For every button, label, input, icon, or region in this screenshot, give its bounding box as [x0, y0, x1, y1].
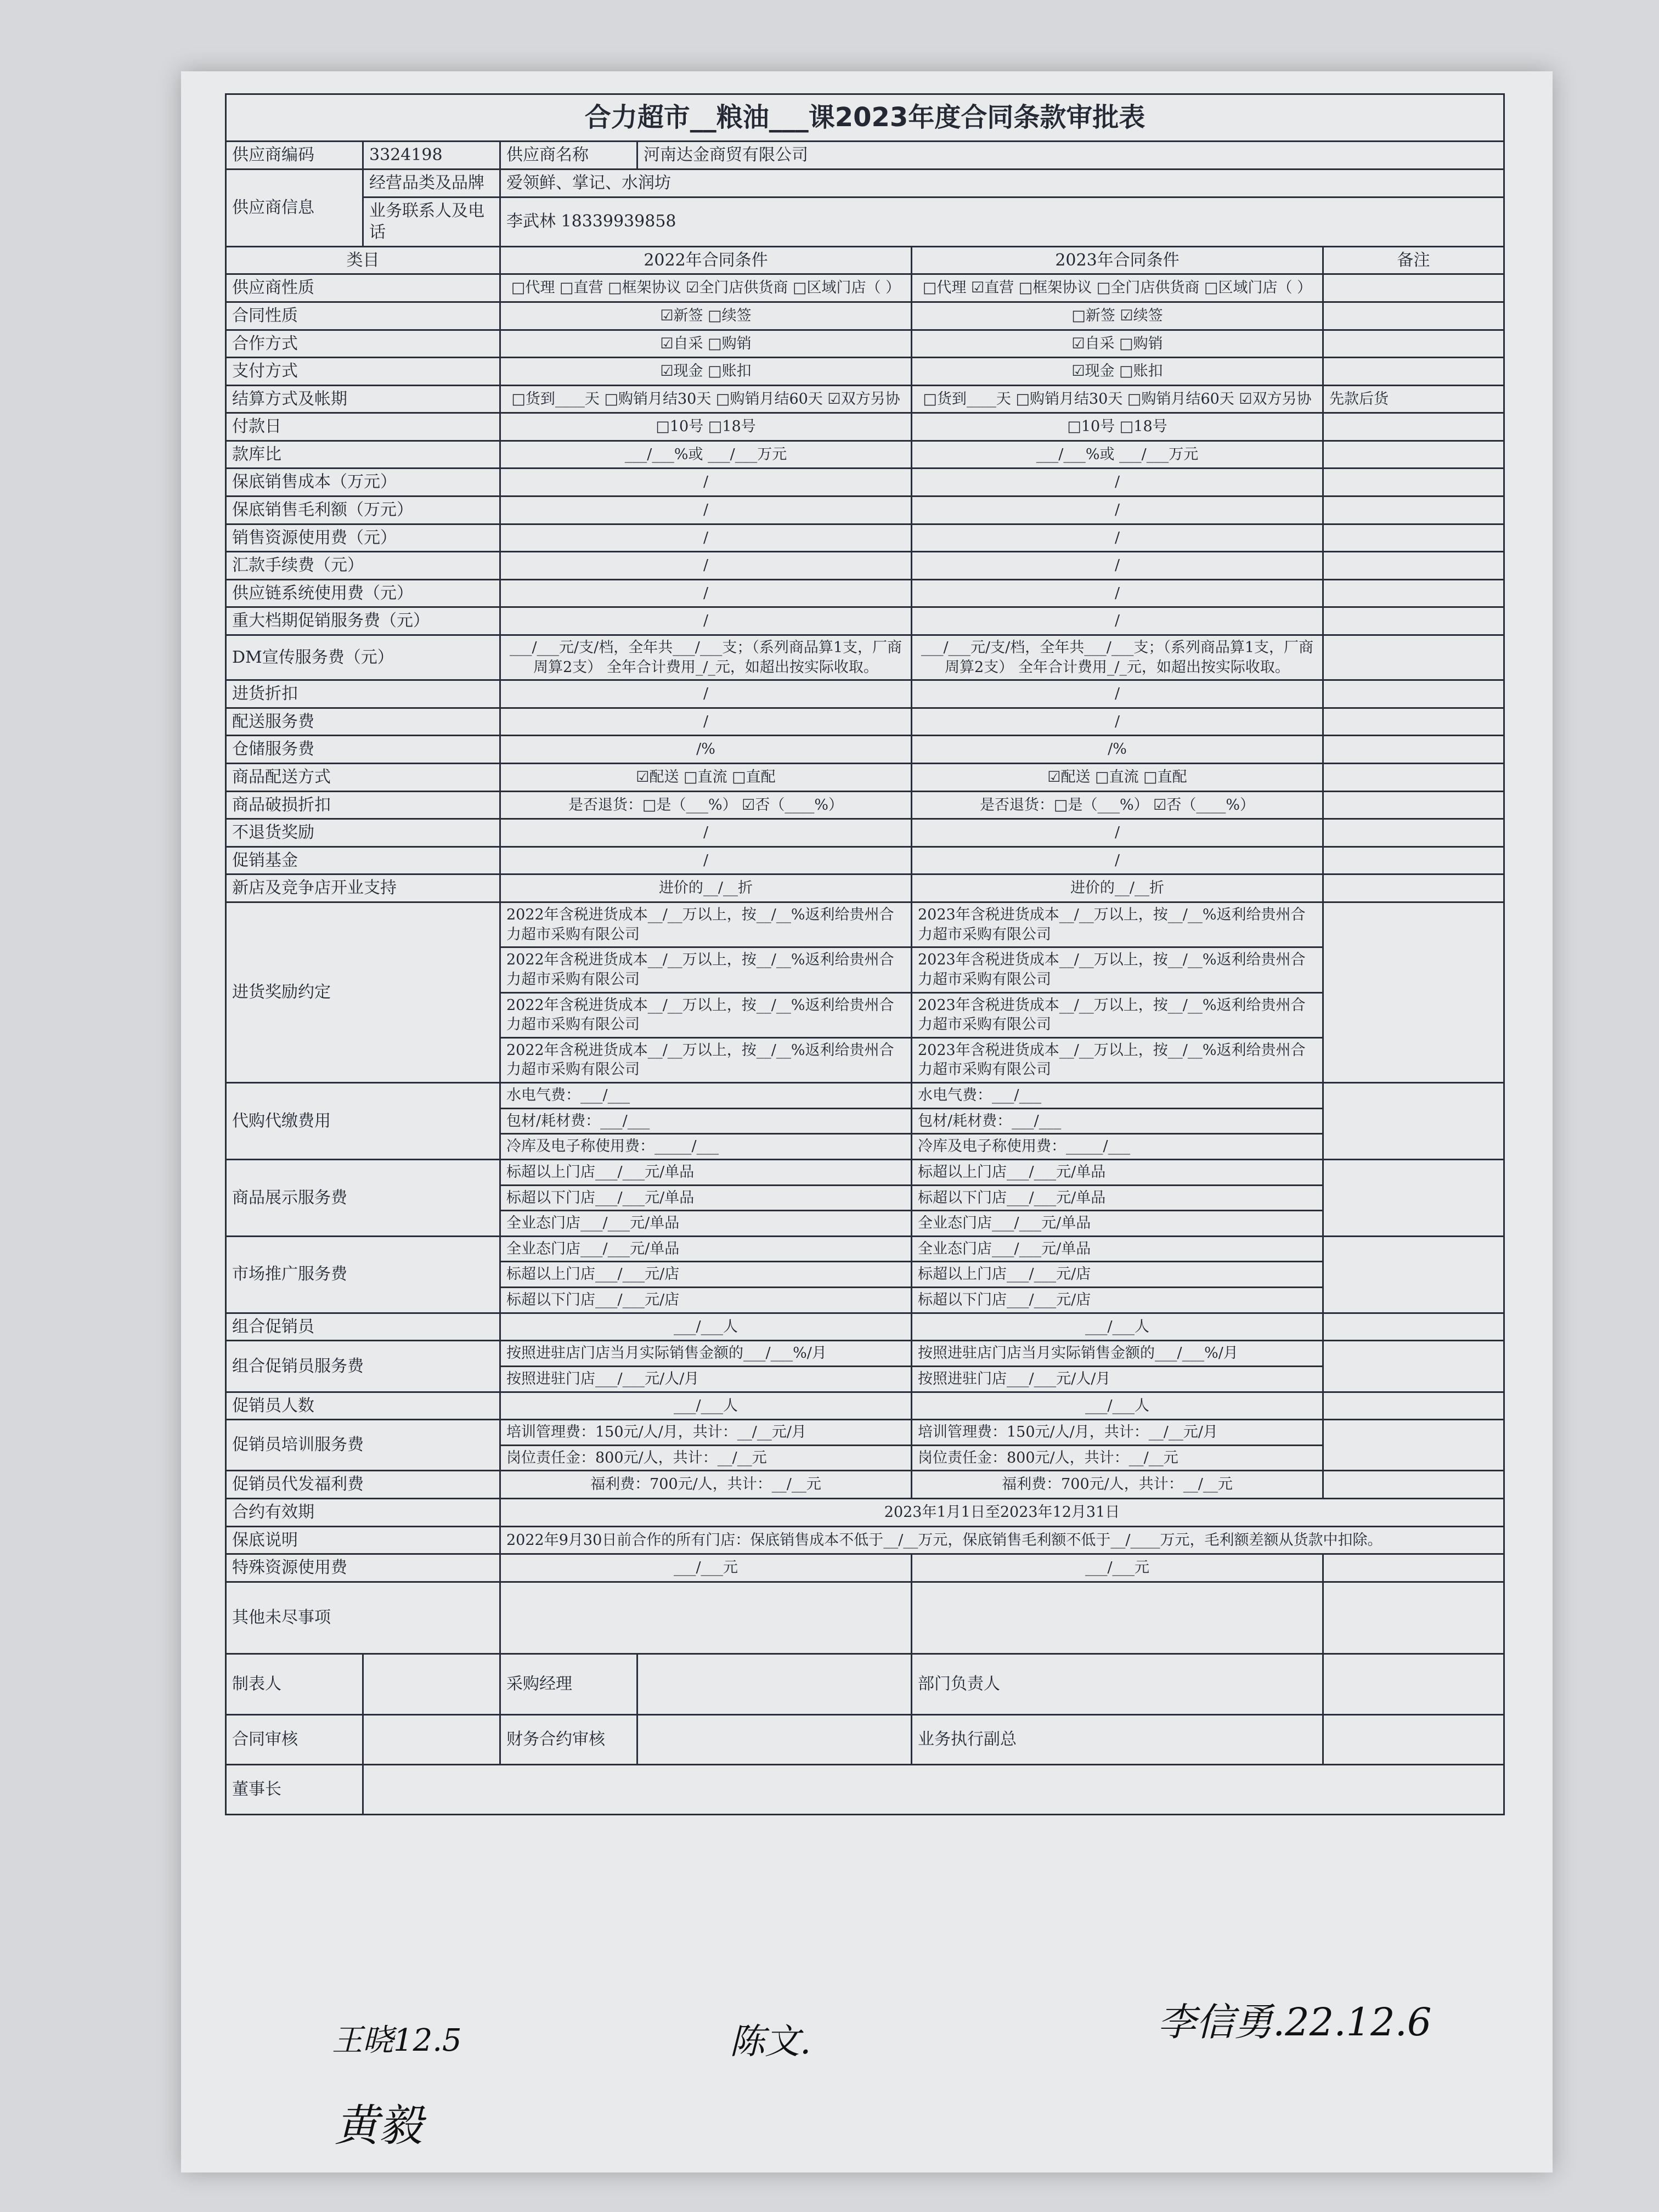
cell-2023: / — [912, 847, 1323, 874]
cell-2022: ___/___人 — [500, 1313, 912, 1341]
cell-2023: 岗位责任金：800元/人，共计：__/__元 — [912, 1445, 1323, 1471]
cell-2022: / — [500, 524, 912, 552]
row-label: 汇款手续费（元） — [226, 552, 500, 580]
table-row — [226, 302, 1504, 330]
validity-text: 2023年1月1日至2023年12月31日 — [500, 1498, 1504, 1526]
cell-2022: / — [500, 819, 912, 847]
cell-2022: □10号 □18号 — [500, 413, 912, 441]
table-row — [226, 274, 1504, 302]
reward-2023: 2023年含税进货成本__/__万以上，按__/__%返利给贵州合力超市采购有限公司 — [912, 1037, 1323, 1082]
table-row — [226, 1236, 1504, 1262]
reward-2022: 2022年含税进货成本__/__万以上，按__/__%返利给贵州合力超市采购有限公司 — [500, 1037, 912, 1082]
special-fee-label: 特殊资源使用费 — [226, 1554, 500, 1582]
cell-2022: 是否退货：□是（___%） ☑否（____%） — [500, 791, 912, 819]
cell-remark — [1323, 1341, 1504, 1392]
cell-2023: □新签 ☑续签 — [912, 302, 1323, 330]
finance-review-label: 财务合约审核 — [500, 1714, 637, 1764]
reward-2023: 2023年含税进货成本__/__万以上，按__/__%返利给贵州合力超市采购有限公司 — [912, 947, 1323, 992]
cell-2023: 水电气费：___/___ — [912, 1083, 1323, 1109]
row-label: 新店及竞争店开业支持 — [226, 874, 500, 902]
cell-2023: 进价的__/__折 — [912, 874, 1323, 902]
cell-remark — [1323, 607, 1504, 635]
maker-sign — [363, 1654, 500, 1714]
cell-2023: ☑配送 □直流 □直配 — [912, 764, 1323, 792]
cell-remark — [1323, 736, 1504, 764]
cell-2022: 进价的__/__折 — [500, 874, 912, 902]
cell-2022: / — [500, 847, 912, 874]
group-label: 商品展示服务费 — [226, 1159, 500, 1236]
table-row — [226, 496, 1504, 524]
category-header: 类目 — [226, 246, 500, 274]
cell-remark — [1323, 764, 1504, 792]
group-label: 市场推广服务费 — [226, 1236, 500, 1313]
table-row — [226, 1159, 1504, 1185]
cell-2022: 标超以上门店___/___元/店 — [500, 1262, 912, 1288]
row-label: 合作方式 — [226, 330, 500, 358]
row-label: 付款日 — [226, 413, 500, 441]
cell-remark — [1323, 579, 1504, 607]
row-label: 供应链系统使用费（元） — [226, 579, 500, 607]
row-label: 保底销售毛利额（万元） — [226, 496, 500, 524]
row-label: 进货折扣 — [226, 680, 500, 708]
table-row — [226, 413, 1504, 441]
group-label: 组合促销员服务费 — [226, 1341, 500, 1392]
cell-2022: ☑新签 □续签 — [500, 302, 912, 330]
table-row — [226, 847, 1504, 874]
row-label: DM宣传服务费（元） — [226, 635, 500, 680]
reward-2022: 2022年含税进货成本__/__万以上，按__/__%返利给贵州合力超市采购有限公司 — [500, 947, 912, 992]
cell-2022: 冷库及电子称使用费：_____/___ — [500, 1134, 912, 1160]
cell-2023: 冷库及电子称使用费：_____/___ — [912, 1134, 1323, 1160]
cell-2022: 培训管理费：150元/人/月，共计：__/__元/月 — [500, 1420, 912, 1446]
cell-remark — [1323, 874, 1504, 902]
cell-remark — [1323, 708, 1504, 736]
cell-remark — [1323, 274, 1504, 302]
table-row — [226, 579, 1504, 607]
row-label: 支付方式 — [226, 358, 500, 386]
purchase-manager-label: 采购经理 — [500, 1654, 637, 1714]
group-label: 代购代缴费用 — [226, 1083, 500, 1160]
cell-2023: / — [912, 680, 1323, 708]
cell-2023: ☑自采 □购销 — [912, 330, 1323, 358]
cell-2022: ☑自采 □购销 — [500, 330, 912, 358]
row-label: 配送服务费 — [226, 708, 500, 736]
cell-2023: / — [912, 524, 1323, 552]
cell-remark — [1323, 1236, 1504, 1313]
cell-remark — [1323, 358, 1504, 386]
cell-2022: 全业态门店___/___元/单品 — [500, 1211, 912, 1237]
table-row — [226, 607, 1504, 635]
table-row — [226, 736, 1504, 764]
cell-remark — [1323, 496, 1504, 524]
row-label: 商品破损折扣 — [226, 791, 500, 819]
cell-2023: / — [912, 579, 1323, 607]
cell-remark — [1323, 791, 1504, 819]
other-matters-label: 其他未尽事项 — [226, 1582, 500, 1654]
cell-2023: / — [912, 469, 1323, 496]
cell-remark — [1323, 1313, 1504, 1341]
cell-remark — [1323, 1554, 1504, 1582]
cell-2022: □代理 □直营 □框架协议 ☑全门店供货商 □区域门店（ ） — [500, 274, 912, 302]
table-row — [226, 819, 1504, 847]
cell-2023: 是否退货：□是（___%） ☑否（____%） — [912, 791, 1323, 819]
cell-remark — [1323, 1471, 1504, 1499]
reward-2022: 2022年含税进货成本__/__万以上，按__/__%返利给贵州合力超市采购有限公司 — [500, 992, 912, 1037]
supplier-code-label: 供应商编码 — [226, 142, 363, 170]
contact-value: 李武林 18339939858 — [500, 197, 1504, 246]
table-row — [226, 469, 1504, 496]
row-label: 促销员代发福利费 — [226, 1471, 500, 1499]
cell-remark — [1323, 1159, 1504, 1236]
cell-2023: / — [912, 552, 1323, 580]
cell-2022: / — [500, 496, 912, 524]
signature-dept-head: 李信勇.22.12.6 — [1158, 2000, 1432, 2045]
approval-form — [225, 93, 1503, 1815]
cell-remark — [1323, 1420, 1504, 1471]
cell-remark — [1323, 1083, 1504, 1160]
cell-2023: ___/___人 — [912, 1313, 1323, 1341]
cell-2022: 标超以下门店___/___元/店 — [500, 1288, 912, 1313]
row-label: 合同性质 — [226, 302, 500, 330]
cell-2022: / — [500, 579, 912, 607]
table-row — [226, 1392, 1504, 1420]
cell-2022: / — [500, 680, 912, 708]
cell-2023: □货到____天 □购销月结30天 □购销月结60天 ☑双方另协 — [912, 385, 1323, 413]
table-row — [226, 902, 1504, 947]
cell-2023: /% — [912, 736, 1323, 764]
header-2022: 2022年合同条件 — [500, 246, 912, 274]
paper-sheet — [181, 71, 1553, 2172]
cell-2022: 福利费：700元/人，共计：__/__元 — [500, 1471, 912, 1499]
cell-2023: 按照进驻店门店当月实际销售金额的___/___%/月 — [912, 1341, 1323, 1367]
cell-remark — [1323, 1582, 1504, 1654]
supplier-code: 3324198 — [363, 142, 500, 170]
cell-2022: 包材/耗材费：___/___ — [500, 1108, 912, 1134]
cell-2023: 按照进驻门店___/___元/人/月 — [912, 1366, 1323, 1392]
cell-2022: / — [500, 552, 912, 580]
cell-2022: / — [500, 469, 912, 496]
chairman-label: 董事长 — [226, 1764, 363, 1814]
contract-review-label: 合同审核 — [226, 1714, 363, 1764]
table-row — [226, 524, 1504, 552]
table-row — [226, 1420, 1504, 1446]
supplier-name: 河南达金商贸有限公司 — [637, 142, 1504, 170]
cell-2023: ___/___元/支/档，全年共___/___支；（系列商品算1支，厂商周算2支） 全年合计费用_/_元，如超出按实际收取。 — [912, 635, 1323, 680]
header-remark: 备注 — [1323, 246, 1504, 274]
finance-review-sign — [637, 1714, 912, 1764]
cell-2022: 按照进驻门店___/___元/人/月 — [500, 1366, 912, 1392]
other-2023 — [912, 1582, 1323, 1654]
row-label: 销售资源使用费（元） — [226, 524, 500, 552]
table-row — [226, 552, 1504, 580]
reward-label: 进货奖励约定 — [226, 902, 500, 1083]
row-label: 款库比 — [226, 441, 500, 469]
table-row — [226, 1471, 1504, 1499]
cell-2023: □10号 □18号 — [912, 413, 1323, 441]
brand-value: 爱领鲜、掌记、水润坊 — [500, 169, 1504, 197]
table-row — [226, 680, 1504, 708]
cell-2022: 全业态门店___/___元/单品 — [500, 1236, 912, 1262]
form-table — [225, 93, 1505, 1815]
cell-remark — [1323, 847, 1504, 874]
cell-remark — [1323, 441, 1504, 469]
cell-2023: 培训管理费：150元/人/月，共计：__/__元/月 — [912, 1420, 1323, 1446]
contact-label: 业务联系人及电话 — [363, 197, 500, 246]
cell-remark — [1323, 1392, 1504, 1420]
row-label: 供应商性质 — [226, 274, 500, 302]
purchase-manager-sign — [637, 1654, 912, 1714]
validity-label: 合约有效期 — [226, 1498, 500, 1526]
cell-2022: 水电气费：___/___ — [500, 1083, 912, 1109]
table-row — [226, 1341, 1504, 1367]
contract-review-sign — [363, 1714, 500, 1764]
cell-2022: 岗位责任金：800元/人，共计：__/__元 — [500, 1445, 912, 1471]
table-row — [226, 791, 1504, 819]
reward-2023: 2023年含税进货成本__/__万以上，按__/__%返利给贵州合力超市采购有限公司 — [912, 902, 1323, 947]
row-label: 不退货奖励 — [226, 819, 500, 847]
cell-remark — [1323, 302, 1504, 330]
vp-sign — [1323, 1714, 1504, 1764]
cell-2023: / — [912, 708, 1323, 736]
guarantee-label: 保底说明 — [226, 1526, 500, 1554]
cell-2023: 包材/耗材费：___/___ — [912, 1108, 1323, 1134]
cell-2022: /% — [500, 736, 912, 764]
form-title: 合力超市__粮油___课2023年度合同条款审批表 — [226, 94, 1504, 142]
reward-2023: 2023年含税进货成本__/__万以上，按__/__%返利给贵州合力超市采购有限公司 — [912, 992, 1323, 1037]
cell-2023: / — [912, 819, 1323, 847]
maker-label: 制表人 — [226, 1654, 363, 1714]
vp-label: 业务执行副总 — [912, 1714, 1323, 1764]
cell-2022: □货到____天 □购销月结30天 □购销月结60天 ☑双方另协 — [500, 385, 912, 413]
cell-2023: 福利费：700元/人，共计：__/__元 — [912, 1471, 1323, 1499]
row-label: 促销员人数 — [226, 1392, 500, 1420]
cell-2023: 标超以上门店___/___元/店 — [912, 1262, 1323, 1288]
row-label: 仓储服务费 — [226, 736, 500, 764]
cell-remark — [1323, 902, 1504, 1083]
table-row — [226, 330, 1504, 358]
cell-2022: / — [500, 607, 912, 635]
cell-2023: 全业态门店___/___元/单品 — [912, 1236, 1323, 1262]
cell-remark — [1323, 680, 1504, 708]
cell-2022: / — [500, 708, 912, 736]
cell-2022: 按照进驻店门店当月实际销售金额的___/___%/月 — [500, 1341, 912, 1367]
cell-2023: □代理 ☑直营 □框架协议 □全门店供货商 □区域门店（ ） — [912, 274, 1323, 302]
table-row — [226, 1313, 1504, 1341]
cell-remark: 先款后货 — [1323, 385, 1504, 413]
cell-2023: / — [912, 607, 1323, 635]
table-row — [226, 1083, 1504, 1109]
cell-2022: ☑配送 □直流 □直配 — [500, 764, 912, 792]
brand-label: 经营品类及品牌 — [363, 169, 500, 197]
cell-2022: ___/___%或 ___/___万元 — [500, 441, 912, 469]
signature-contract-review: 黄毅 — [335, 2100, 422, 2151]
group-label: 促销员培训服务费 — [226, 1420, 500, 1471]
table-row — [226, 358, 1504, 386]
cell-2022: 标超以下门店___/___元/单品 — [500, 1185, 912, 1211]
cell-2022: ___/___元/支/档，全年共___/___支；（系列商品算1支，厂商周算2支） 全年合计费用_/_元，如超出按实际收取。 — [500, 635, 912, 680]
cell-2023: 标超以下门店___/___元/店 — [912, 1288, 1323, 1313]
header-2023: 2023年合同条件 — [912, 246, 1323, 274]
reward-2022: 2022年含税进货成本__/__万以上，按__/__%返利给贵州合力超市采购有限公司 — [500, 902, 912, 947]
table-row — [226, 764, 1504, 792]
cell-2023: 标超以上门店___/___元/单品 — [912, 1159, 1323, 1185]
cell-2023: ___/___人 — [912, 1392, 1323, 1420]
cell-remark — [1323, 413, 1504, 441]
table-row — [226, 708, 1504, 736]
row-label: 保底销售成本（万元） — [226, 469, 500, 496]
cell-2022: ___/___人 — [500, 1392, 912, 1420]
cell-2023: ☑现金 □账扣 — [912, 358, 1323, 386]
chairman-sign — [363, 1764, 1504, 1814]
cell-remark — [1323, 469, 1504, 496]
supplier-name-label: 供应商名称 — [500, 142, 637, 170]
signature-purchase-manager: 陈文. — [730, 2022, 811, 2062]
supplier-info-label: 供应商信息 — [226, 169, 363, 246]
cell-remark — [1323, 552, 1504, 580]
guarantee-text: 2022年9月30日前合作的所有门店：保底销售成本不低于__/__万元，保底销售毛利额不低于__/____万元，毛利额差额从货款中扣除。 — [500, 1526, 1504, 1554]
cell-remark — [1323, 819, 1504, 847]
cell-2023: / — [912, 496, 1323, 524]
cell-remark — [1323, 330, 1504, 358]
row-label: 重大档期促销服务费（元） — [226, 607, 500, 635]
cell-2023: 标超以下门店___/___元/单品 — [912, 1185, 1323, 1211]
table-row — [226, 441, 1504, 469]
cell-2023: ___/___%或 ___/___万元 — [912, 441, 1323, 469]
row-label: 促销基金 — [226, 847, 500, 874]
cell-2023: 全业态门店___/___元/单品 — [912, 1211, 1323, 1237]
cell-remark — [1323, 524, 1504, 552]
dept-head-label: 部门负责人 — [912, 1654, 1323, 1714]
cell-2022: ☑现金 □账扣 — [500, 358, 912, 386]
row-label: 组合促销员 — [226, 1313, 500, 1341]
row-label: 结算方式及帐期 — [226, 385, 500, 413]
other-2022 — [500, 1582, 912, 1654]
cell-2022: 标超以上门店___/___元/单品 — [500, 1159, 912, 1185]
table-row — [226, 635, 1504, 680]
table-row — [226, 874, 1504, 902]
row-label: 商品配送方式 — [226, 764, 500, 792]
dept-head-sign — [1323, 1654, 1504, 1714]
special-fee-2022: ___/___元 — [500, 1554, 912, 1582]
table-row — [226, 385, 1504, 413]
signature-maker: 王晓12.5 — [332, 2023, 462, 2058]
cell-remark — [1323, 635, 1504, 680]
special-fee-2023: ___/___元 — [912, 1554, 1323, 1582]
